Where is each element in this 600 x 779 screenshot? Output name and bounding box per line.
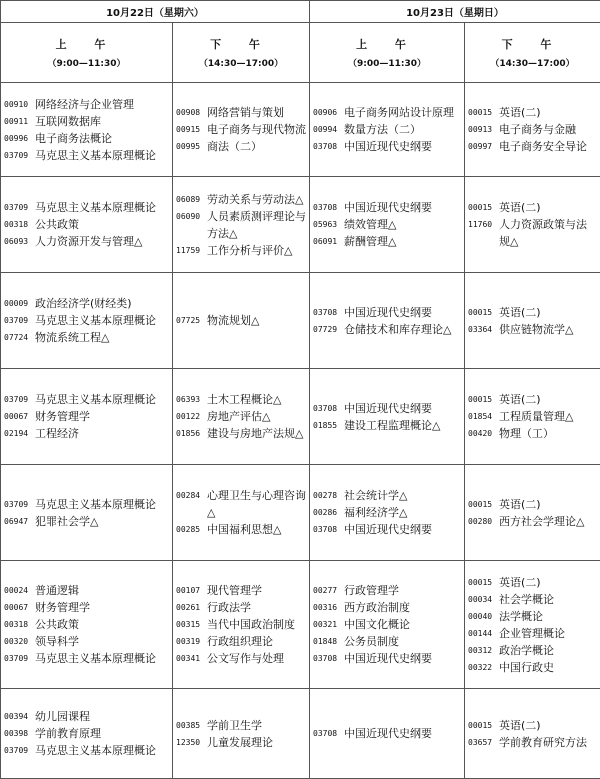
course-code: 00315 [176, 616, 207, 633]
slot-time: （9:00—11:30） [1, 56, 172, 69]
course-entry [313, 400, 461, 417]
course-entry [176, 191, 306, 208]
course-name: 西方社会学理论△ [499, 513, 597, 530]
course-name: 供应链物流学△ [499, 321, 597, 338]
slot-header [1, 23, 173, 83]
slot-name: 上 午 [1, 36, 172, 52]
course-code: 01856 [176, 425, 207, 442]
course-name: 互联网数据库 [35, 113, 169, 130]
course-name: 薪酬管理△ [344, 233, 461, 250]
course-code: 03708 [313, 521, 344, 538]
course-code: 00398 [4, 725, 35, 742]
course-code: 00067 [4, 599, 35, 616]
course-name: 公务员制度 [344, 633, 461, 650]
course-entry [4, 633, 169, 650]
course-name: 英语(二) [499, 496, 597, 513]
course-code: 00318 [4, 616, 35, 633]
course-code: 00911 [4, 113, 35, 130]
course-code: 00420 [468, 425, 499, 442]
course-entry [468, 408, 597, 425]
course-entry [176, 312, 306, 329]
course-name: 电子商务与现代物流 [207, 121, 306, 138]
schedule-cell [173, 177, 310, 273]
course-entry [313, 138, 461, 155]
course-name: 英语(二) [499, 104, 597, 121]
course-code: 00144 [468, 625, 499, 642]
course-entry [468, 659, 597, 676]
course-name: 人力资源政策与法规△ [499, 216, 597, 250]
course-code: 00910 [4, 96, 35, 113]
course-name: 中国近现代史纲要 [344, 199, 461, 216]
course-entry [4, 725, 169, 742]
schedule-cell [1, 177, 173, 273]
course-name: 公共政策 [35, 616, 169, 633]
course-code: 00994 [313, 121, 344, 138]
course-code: 12350 [176, 734, 207, 751]
course-code: 00312 [468, 642, 499, 659]
schedule-row [1, 83, 600, 177]
course-code: 03708 [313, 199, 344, 216]
course-code: 00319 [176, 633, 207, 650]
course-name: 中国近现代史纲要 [344, 650, 461, 667]
schedule-row [1, 561, 600, 689]
course-name: 儿童发展理论 [207, 734, 306, 751]
course-code: 00015 [468, 574, 499, 591]
course-code: 00394 [4, 708, 35, 725]
slot-time: （9:00—11:30） [310, 56, 464, 69]
schedule-cell [173, 689, 310, 779]
course-name: 心理卫生与心理咨询△ [207, 487, 306, 521]
course-name: 物理（工） [499, 425, 597, 442]
course-entry [4, 312, 169, 329]
course-name: 学前卫生学 [207, 717, 306, 734]
course-code: 00995 [176, 138, 207, 155]
course-code: 00015 [468, 199, 499, 216]
course-name: 网络经济与企业管理 [35, 96, 169, 113]
course-entry [313, 633, 461, 650]
course-entry [176, 138, 306, 155]
course-name: 中国文化概论 [344, 616, 461, 633]
course-name: 当代中国政治制度 [207, 616, 306, 633]
course-entry [468, 717, 597, 734]
course-entry [176, 425, 306, 442]
course-entry [313, 104, 461, 121]
slot-name: 下 午 [173, 36, 309, 52]
course-code: 01854 [468, 408, 499, 425]
schedule-cell [173, 273, 310, 369]
course-entry [468, 642, 597, 659]
course-code: 03708 [313, 725, 344, 742]
course-name: 英语(二) [499, 574, 597, 591]
course-entry [468, 138, 597, 155]
course-code: 00322 [468, 659, 499, 676]
course-name: 中国近现代史纲要 [344, 400, 461, 417]
schedule-cell [310, 465, 465, 561]
course-entry [468, 216, 597, 250]
schedule-row [1, 273, 600, 369]
course-name: 英语(二) [499, 304, 597, 321]
course-name: 工程经济 [35, 425, 169, 442]
day2-header: 10月23日（星期日） [310, 1, 600, 23]
course-entry [313, 417, 461, 434]
course-entry [468, 391, 597, 408]
course-name: 马克思主义基本原理概论 [35, 742, 169, 759]
course-entry [468, 608, 597, 625]
course-entry [313, 582, 461, 599]
course-entry [4, 513, 169, 530]
course-entry [4, 391, 169, 408]
course-code: 06093 [4, 233, 35, 250]
course-code: 00024 [4, 582, 35, 599]
course-code: 06091 [313, 233, 344, 250]
slot-header [465, 23, 600, 83]
course-entry [176, 616, 306, 633]
schedule-cell [173, 561, 310, 689]
course-entry [313, 504, 461, 521]
schedule-cell [173, 465, 310, 561]
schedule-cell [465, 83, 600, 177]
course-code: 00107 [176, 582, 207, 599]
schedule-cell [465, 369, 600, 465]
course-entry [313, 599, 461, 616]
course-name: 领导科学 [35, 633, 169, 650]
course-name: 电子商务法概论 [35, 130, 169, 147]
course-entry [313, 321, 461, 338]
schedule-row [1, 689, 600, 779]
course-code: 00320 [4, 633, 35, 650]
course-entry [4, 130, 169, 147]
schedule-cell [310, 369, 465, 465]
course-code: 06393 [176, 391, 207, 408]
course-entry [468, 199, 597, 216]
course-code: 00286 [313, 504, 344, 521]
slot-name: 下 午 [465, 36, 600, 52]
course-code: 03708 [313, 138, 344, 155]
course-name: 物流系统工程△ [35, 329, 169, 346]
course-name: 公共政策 [35, 216, 169, 233]
course-name: 普通逻辑 [35, 582, 169, 599]
course-name: 法学概论 [499, 608, 597, 625]
course-entry [176, 650, 306, 667]
course-code: 01855 [313, 417, 344, 434]
course-code: 03657 [468, 734, 499, 751]
course-code: 03709 [4, 199, 35, 216]
course-name: 西方政治制度 [344, 599, 461, 616]
course-name: 行政管理学 [344, 582, 461, 599]
course-entry [313, 304, 461, 321]
slot-header [173, 23, 310, 83]
schedule-cell [465, 561, 600, 689]
course-code: 00321 [313, 616, 344, 633]
schedule-cell [465, 273, 600, 369]
course-name: 工程质量管理△ [499, 408, 597, 425]
course-entry [4, 742, 169, 759]
schedule-cell [310, 689, 465, 779]
course-name: 英语(二) [499, 199, 597, 216]
day1-header: 10月22日（星期六） [1, 1, 310, 23]
course-code: 00009 [4, 295, 35, 312]
course-name: 现代管理学 [207, 582, 306, 599]
course-code: 03708 [313, 304, 344, 321]
course-code: 00341 [176, 650, 207, 667]
course-code: 00280 [468, 513, 499, 530]
course-code: 11760 [468, 216, 499, 233]
course-entry [468, 104, 597, 121]
course-name: 马克思主义基本原理概论 [35, 199, 169, 216]
course-name: 马克思主义基本原理概论 [35, 147, 169, 164]
course-code: 03364 [468, 321, 499, 338]
course-name: 商法（二） [207, 138, 306, 155]
course-name: 学前教育研究方法 [499, 734, 597, 751]
course-name: 社会学概论 [499, 591, 597, 608]
course-name: 工作分析与评价△ [207, 242, 306, 259]
schedule-cell [1, 561, 173, 689]
course-name: 马克思主义基本原理概论 [35, 650, 169, 667]
course-name: 马克思主义基本原理概论 [35, 496, 169, 513]
course-entry [4, 216, 169, 233]
course-code: 00906 [313, 104, 344, 121]
course-entry [468, 734, 597, 751]
course-entry [313, 199, 461, 216]
slot-time: （14:30—17:00） [173, 56, 309, 69]
course-entry [4, 496, 169, 513]
course-entry [4, 616, 169, 633]
course-entry [4, 113, 169, 130]
course-entry [313, 725, 461, 742]
date-header-row [1, 1, 600, 23]
course-entry [313, 216, 461, 233]
course-code: 00913 [468, 121, 499, 138]
course-entry [176, 104, 306, 121]
course-code: 02194 [4, 425, 35, 442]
course-name: 学前教育原理 [35, 725, 169, 742]
course-code: 00015 [468, 304, 499, 321]
course-name: 财务管理学 [35, 599, 169, 616]
course-name: 中国行政史 [499, 659, 597, 676]
schedule-row [1, 177, 600, 273]
course-entry [468, 321, 597, 338]
course-entry [468, 425, 597, 442]
course-name: 马克思主义基本原理概论 [35, 312, 169, 329]
course-entry [176, 521, 306, 538]
course-code: 00277 [313, 582, 344, 599]
course-code: 03709 [4, 147, 35, 164]
course-entry [468, 121, 597, 138]
schedule-cell [465, 689, 600, 779]
course-code: 00261 [176, 599, 207, 616]
course-entry [4, 708, 169, 725]
schedule-body [1, 83, 600, 779]
course-entry [468, 496, 597, 513]
slot-time: （14:30—17:00） [465, 56, 600, 69]
course-name: 电子商务与金融 [499, 121, 597, 138]
course-name: 福利经济学△ [344, 504, 461, 521]
course-code: 03708 [313, 650, 344, 667]
course-name: 公文写作与处理 [207, 650, 306, 667]
course-name: 英语(二) [499, 391, 597, 408]
course-code: 07729 [313, 321, 344, 338]
course-entry [313, 650, 461, 667]
course-code: 00385 [176, 717, 207, 734]
course-name: 房地产评估△ [207, 408, 306, 425]
course-entry [4, 408, 169, 425]
course-name: 行政组织理论 [207, 633, 306, 650]
course-name: 中国近现代史纲要 [344, 521, 461, 538]
schedule-cell [1, 83, 173, 177]
course-name: 劳动关系与劳动法△ [207, 191, 306, 208]
course-name: 企业管理概论 [499, 625, 597, 642]
course-code: 03709 [4, 742, 35, 759]
schedule-cell [310, 561, 465, 689]
course-code: 00015 [468, 717, 499, 734]
course-code: 00278 [313, 487, 344, 504]
course-code: 00997 [468, 138, 499, 155]
course-entry [468, 513, 597, 530]
course-code: 00040 [468, 608, 499, 625]
course-name: 物流规划△ [207, 312, 306, 329]
course-entry [313, 487, 461, 504]
course-name: 人员素质测评理论与方法△ [207, 208, 306, 242]
course-name: 土木工程概论△ [207, 391, 306, 408]
course-entry [313, 521, 461, 538]
course-entry [313, 233, 461, 250]
course-code: 03709 [4, 391, 35, 408]
course-name: 人力资源开发与管理△ [35, 233, 169, 250]
course-name: 马克思主义基本原理概论 [35, 391, 169, 408]
course-name: 绩效管理△ [344, 216, 461, 233]
schedule-cell [1, 273, 173, 369]
course-entry [468, 625, 597, 642]
course-name: 网络营销与策划 [207, 104, 306, 121]
course-entry [4, 233, 169, 250]
course-code: 00015 [468, 104, 499, 121]
course-name: 中国近现代史纲要 [344, 725, 461, 742]
course-code: 00996 [4, 130, 35, 147]
course-entry [468, 574, 597, 591]
course-entry [176, 208, 306, 242]
course-name: 英语(二) [499, 717, 597, 734]
course-entry [4, 599, 169, 616]
course-name: 电子商务网站设计原理 [344, 104, 461, 121]
course-code: 11759 [176, 242, 207, 259]
course-entry [4, 96, 169, 113]
schedule-cell [310, 177, 465, 273]
course-code: 00015 [468, 496, 499, 513]
course-code: 06090 [176, 208, 207, 225]
course-name: 中国近现代史纲要 [344, 138, 461, 155]
course-entry [176, 717, 306, 734]
course-entry [176, 408, 306, 425]
course-entry [176, 242, 306, 259]
course-entry [4, 582, 169, 599]
course-name: 政治经济学(财经类) [35, 295, 169, 312]
course-code: 00316 [313, 599, 344, 616]
course-entry [313, 121, 461, 138]
course-name: 政治学概论 [499, 642, 597, 659]
course-entry [176, 487, 306, 521]
course-code: 07724 [4, 329, 35, 346]
course-code: 00908 [176, 104, 207, 121]
course-code: 00034 [468, 591, 499, 608]
schedule-cell [465, 465, 600, 561]
course-code: 00915 [176, 121, 207, 138]
course-code: 00067 [4, 408, 35, 425]
course-name: 建设工程监理概论△ [344, 417, 461, 434]
course-entry [176, 633, 306, 650]
slot-header [310, 23, 465, 83]
course-code: 00122 [176, 408, 207, 425]
schedule-cell [1, 465, 173, 561]
course-name: 犯罪社会学△ [35, 513, 169, 530]
schedule-cell [173, 83, 310, 177]
course-code: 03709 [4, 650, 35, 667]
course-code: 00285 [176, 521, 207, 538]
course-entry [4, 329, 169, 346]
course-code: 03708 [313, 400, 344, 417]
course-name: 行政法学 [207, 599, 306, 616]
course-entry [313, 616, 461, 633]
schedule-cell [310, 83, 465, 177]
course-code: 00318 [4, 216, 35, 233]
schedule-cell [173, 369, 310, 465]
course-name: 仓储技术和库存理论△ [344, 321, 461, 338]
course-name: 幼儿园课程 [35, 708, 169, 725]
course-entry [4, 147, 169, 164]
course-entry [4, 425, 169, 442]
course-name: 中国近现代史纲要 [344, 304, 461, 321]
course-code: 06089 [176, 191, 207, 208]
course-entry [468, 591, 597, 608]
schedule-row [1, 369, 600, 465]
course-name: 电子商务安全导论 [499, 138, 597, 155]
schedule-cell [1, 689, 173, 779]
course-code: 00284 [176, 487, 207, 504]
course-entry [176, 121, 306, 138]
schedule-row [1, 465, 600, 561]
course-code: 06947 [4, 513, 35, 530]
course-code: 03709 [4, 312, 35, 329]
schedule-cell [1, 369, 173, 465]
course-name: 财务管理学 [35, 408, 169, 425]
course-entry [468, 304, 597, 321]
course-code: 07725 [176, 312, 207, 329]
schedule-cell [310, 273, 465, 369]
course-entry [4, 295, 169, 312]
course-entry [176, 391, 306, 408]
course-name: 社会统计学△ [344, 487, 461, 504]
course-code: 05963 [313, 216, 344, 233]
course-entry [4, 650, 169, 667]
slot-name: 上 午 [310, 36, 464, 52]
course-code: 03709 [4, 496, 35, 513]
slot-header-row [1, 23, 600, 83]
course-entry [176, 599, 306, 616]
course-name: 数量方法（二） [344, 121, 461, 138]
course-name: 中国福利思想△ [207, 521, 306, 538]
course-entry [176, 734, 306, 751]
schedule-cell [465, 177, 600, 273]
course-entry [4, 199, 169, 216]
course-entry [176, 582, 306, 599]
course-code: 00015 [468, 391, 499, 408]
course-code: 01848 [313, 633, 344, 650]
course-name: 建设与房地产法规△ [207, 425, 306, 442]
